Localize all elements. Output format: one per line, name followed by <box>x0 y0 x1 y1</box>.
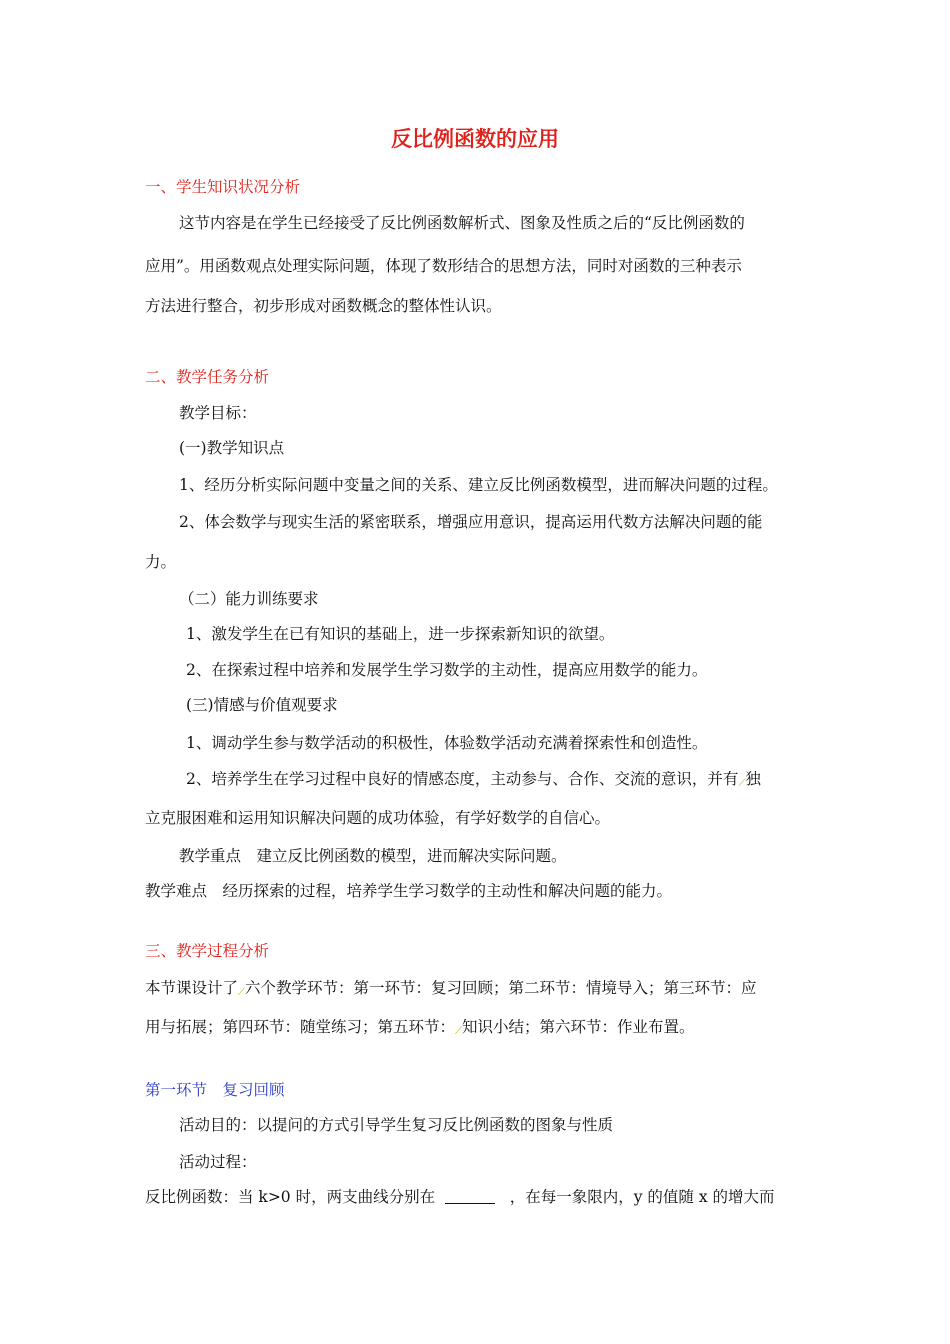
paragraph-text: 本节课设计了 <box>145 979 239 997</box>
paragraph-line: 方法进行整合，初步形成对函数概念的整体性认识。 <box>145 297 502 315</box>
list-item: 1、激发学生在已有知识的基础上，进一步探索新知识的欲望。 <box>186 625 615 643</box>
question-line <box>145 1187 775 1207</box>
list-item-continuation: 力。 <box>145 553 177 571</box>
teaching-focus: 教学重点 建立反比例函数的模型，进而解决实际问题。 <box>179 847 567 865</box>
paragraph-line: 应用”。用函数观点处理实际问题，体现了数形结合的思想方法，同时对函数的三种表示 <box>145 257 742 275</box>
section-1-heading: 一、学生知识状况分析 <box>145 178 301 196</box>
paragraph-line: 这节内容是在学生已经接受了反比例函数解析式、图象及性质之后的“反比例函数的 <box>179 214 745 232</box>
teaching-goals-label: 教学目标： <box>179 404 257 422</box>
stage-1-heading: 第一环节 复习回顾 <box>145 1081 285 1099</box>
list-item-text: 2、培养学生在学习过程中良好的情感态度，主动参与、合作、交流的意识，并有 <box>186 770 739 788</box>
section-3-heading: 三、教学过程分析 <box>145 942 270 960</box>
section-2-heading: 二、教学任务分析 <box>145 368 270 386</box>
subheading-ability: （二）能力训练要求 <box>179 590 319 608</box>
list-item-continuation: 立克服困难和运用知识解决问题的成功体验，有学好数学的自信心。 <box>145 809 611 827</box>
edit-mark-icon: ⟋ <box>455 1026 463 1037</box>
question-text: ，在每一象限内，y 的值随 x 的增大而 <box>509 1188 775 1206</box>
document-title: 反比例函数的应用 <box>391 126 559 151</box>
list-item <box>186 769 761 794</box>
paragraph-text: 六个教学环节：第一环节：复习回顾；第二环节：情境导入；第三环节：应 <box>245 979 757 997</box>
edit-mark-icon: ⟋ <box>238 987 246 998</box>
list-item: 1、经历分析实际问题中变量之间的关系、建立反比例函数模型，进而解决问题的过程。 <box>179 476 778 494</box>
activity-process-label: 活动过程： <box>179 1153 257 1171</box>
subheading-emotion: (三)情感与价值观要求 <box>186 696 338 714</box>
list-item: 2、体会数学与现实生活的紧密联系，增强应用意识，提高运用代数方法解决问题的能 <box>179 513 763 531</box>
teaching-difficulty: 教学难点 经历探索的过程，培养学生学习数学的主动性和解决问题的能力。 <box>145 882 673 900</box>
list-item: 2、在探索过程中培养和发展学生学习数学的主动性，提高应用数学的能力。 <box>186 661 708 679</box>
list-item-text: 独 <box>745 770 761 788</box>
question-text: 反比例函数：当 k>0 时，两支曲线分别在 <box>145 1188 436 1206</box>
subheading-knowledge: (一)教学知识点 <box>179 439 285 457</box>
answer-blank[interactable] <box>445 1188 495 1204</box>
paragraph-text: 知识小结；第六环节：作业布置。 <box>462 1018 695 1036</box>
paragraph-text: 用与拓展；第四环节：随堂练习；第五环节： <box>145 1018 456 1036</box>
paragraph-line <box>145 978 757 1003</box>
paragraph-line <box>145 1017 695 1042</box>
edit-mark-icon: ⟋ <box>738 778 746 789</box>
list-item: 1、调动学生参与数学活动的积极性，体验数学活动充满着探索性和创造性。 <box>186 734 708 752</box>
activity-purpose: 活动目的：以提问的方式引导学生复习反比例函数的图象与性质 <box>179 1116 614 1134</box>
